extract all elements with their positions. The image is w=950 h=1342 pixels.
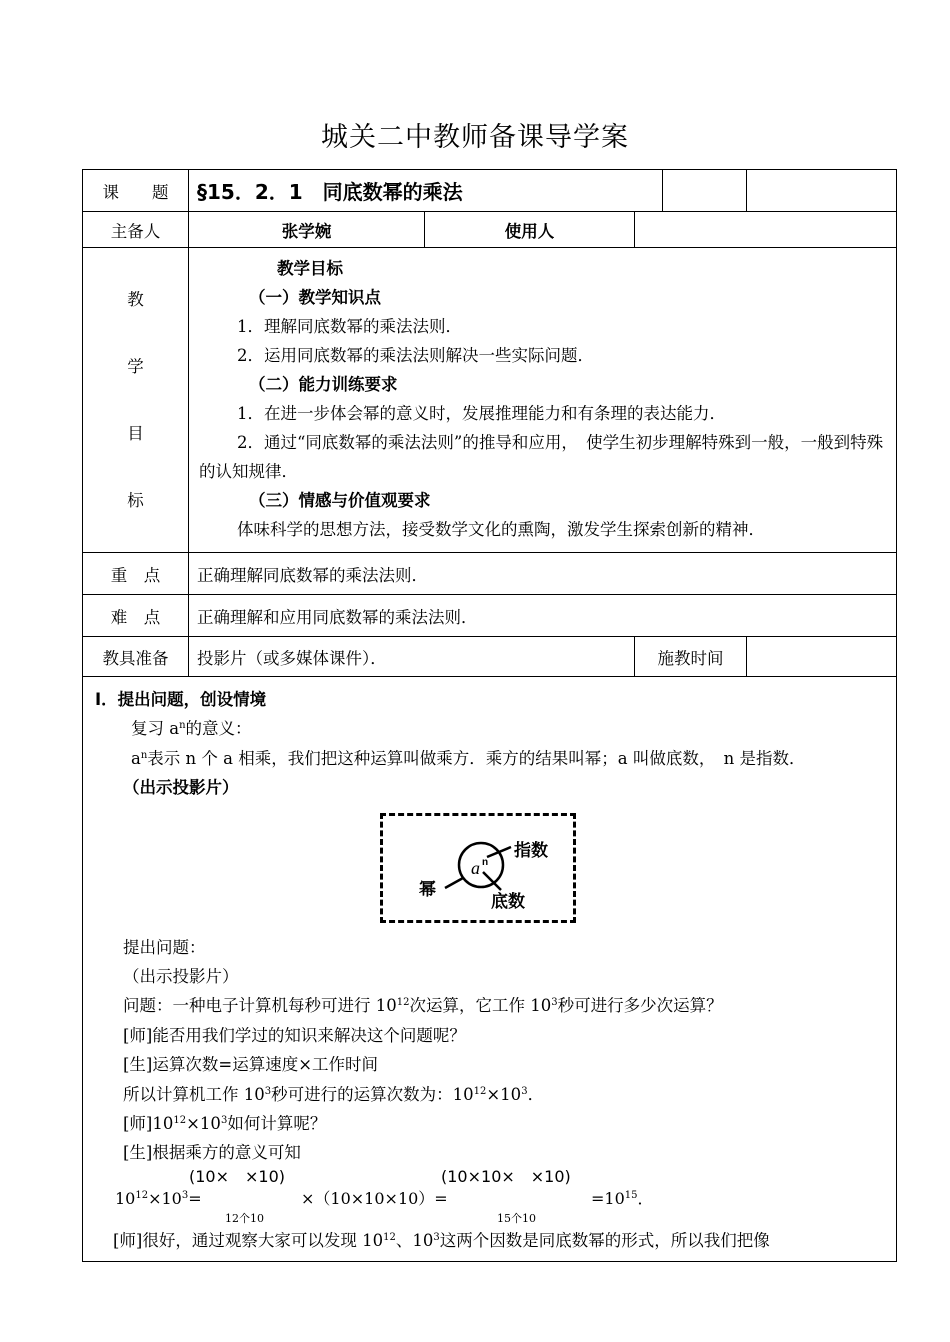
goals-label-char: 教 [127, 290, 144, 309]
superscript: 15 [624, 1189, 638, 1201]
topic-blank-1 [663, 170, 747, 212]
preparer-row [83, 212, 897, 248]
text: 秒可进行多少次运算？ [557, 996, 723, 1016]
goals-item: 1．在进一步体会幂的意义时，发展推理能力和有条理的表达能力． [237, 404, 726, 423]
text: ． [637, 1188, 654, 1208]
text: ． [527, 1084, 545, 1104]
goals-label-char: 目 [127, 424, 144, 443]
text: 的意义： [185, 719, 252, 739]
diagram-base-label: 底数 [491, 891, 525, 912]
key-point-label: 重 点 [83, 553, 189, 595]
formula-group-2: (10×10× ×10) [441, 1166, 571, 1186]
key-point-text: 正确理解同底数幂的乘法法则． [189, 553, 897, 595]
review-line [95, 714, 886, 743]
goals-section-3: （三）情感与价值观要求 [249, 491, 431, 510]
text: 复习 a [131, 719, 180, 739]
text: 10 [115, 1188, 136, 1208]
page-title: 城关二中教师备课导学案 [321, 122, 629, 153]
diagram-power-label: 幂 [419, 879, 436, 900]
superscript: 12 [173, 1115, 187, 1127]
user-name [635, 212, 897, 248]
power-diagram-svg [383, 816, 573, 920]
superscript: 12 [396, 997, 410, 1009]
text: = [188, 1188, 202, 1208]
text: a [131, 748, 141, 768]
superscript: 3 [220, 1115, 228, 1127]
superscript: 3 [521, 1085, 528, 1097]
superscript: 3 [181, 1189, 189, 1201]
teacher-line-1: [师]能否用我们学过的知识来解决这个问题呢？ [123, 1025, 466, 1045]
topic-row [83, 170, 897, 212]
teacher-line-2 [95, 1109, 886, 1138]
so-line [95, 1080, 886, 1109]
diagram-exp-label: 指数 [514, 840, 548, 861]
text: 表示 n 个 a 相乘，我们把这种运算叫做乘方．乘方的结果叫幂；a 叫做底数， n 是指数． [147, 748, 806, 768]
section-title: Ⅰ．提出问题，创设情境 [95, 690, 267, 709]
goals-row [83, 248, 897, 553]
superscript: 12 [473, 1085, 487, 1097]
text: 问题：一种电子计算机每秒可进行 10 [123, 996, 397, 1016]
definition-line [95, 744, 886, 773]
text: 秒可进行的运算次数为：10 [271, 1084, 474, 1104]
time-label: 施教时间 [635, 637, 747, 677]
superscript: 3 [551, 997, 558, 1009]
formula-rhs [591, 1184, 654, 1213]
tools-text: 投影片（或多媒体课件）． [189, 637, 635, 677]
goals-side-label [83, 248, 189, 553]
text: 次运算，它工作 10 [409, 996, 552, 1016]
text: =10 [591, 1188, 625, 1208]
topic-blank-2 [747, 170, 897, 212]
topic-value: §15．2．1 同底数幂的乘法 [189, 170, 663, 212]
formula-group-1: (10× ×10) [189, 1166, 286, 1186]
goals-content [189, 248, 897, 553]
formula-times: ×（10×10×10）= [301, 1188, 448, 1208]
superscript: 3 [264, 1085, 272, 1097]
superscript: 3 [433, 1231, 440, 1243]
show-projection-1: （出示投影片） [123, 778, 239, 798]
ask-question: 提出问题： [123, 937, 206, 957]
tools-label: 教具准备 [83, 637, 189, 677]
text: 这两个因数是同底数幂的形式，所以我们把像 [439, 1230, 770, 1250]
multiplication-formula [115, 1168, 886, 1226]
lesson-content [83, 677, 897, 1262]
formula-under-1: 12个10 [225, 1211, 264, 1225]
goals-section-2: （二）能力训练要求 [249, 375, 398, 394]
text: ×10 [486, 1084, 522, 1104]
key-point-row [83, 553, 897, 595]
goals-item: 2．通过“同底数幂的乘法法则”的推导和应用， 使学生初步理解特殊到一般，一般到特殊的认知规律． [199, 433, 884, 481]
text: [师]10 [123, 1114, 174, 1134]
superscript: n [140, 749, 148, 761]
tools-row [83, 637, 897, 677]
question-line [95, 991, 886, 1020]
difficulty-row [83, 595, 897, 637]
text: 、10 [395, 1230, 434, 1250]
preparer-name: 张学婉 [189, 212, 425, 248]
goals-section-1: （一）教学知识点 [249, 288, 381, 307]
topic-label: 课 题 [83, 170, 189, 212]
text: ×10 [148, 1188, 182, 1208]
superscript: n [179, 720, 186, 732]
goals-item: 1．理解同底数幂的乘法法则． [237, 317, 462, 336]
goals-label-char: 学 [127, 357, 144, 376]
show-projection-2: （出示投影片） [123, 967, 239, 987]
student-line-2: [生]根据乘方的意义可知 [123, 1143, 301, 1163]
superscript: 12 [383, 1231, 396, 1243]
content-row [83, 677, 897, 1262]
student-line-1: [生]运算次数=运算速度×工作时间 [123, 1055, 379, 1075]
text: [师]很好，通过观察大家可以发现 10 [113, 1230, 384, 1250]
diagram-base: a [471, 857, 480, 878]
lesson-plan-table [82, 169, 897, 1262]
preparer-label: 主备人 [83, 212, 189, 248]
goals-item: 体味科学的思想方法，接受数学文化的熏陶，激发学生探索创新的精神． [237, 520, 765, 539]
formula-under-2: 15个10 [497, 1211, 536, 1225]
diagram-exponent: n [482, 856, 489, 868]
superscript: 12 [135, 1189, 149, 1201]
text: 如何计算呢？ [227, 1114, 327, 1134]
text: 所以计算机工作 10 [123, 1084, 265, 1104]
teacher-line-3 [95, 1226, 886, 1255]
power-diagram [380, 813, 576, 923]
user-label: 使用人 [425, 212, 635, 248]
time-value [747, 637, 897, 677]
goals-label-char: 标 [127, 491, 144, 510]
text: ×10 [186, 1114, 221, 1134]
difficulty-text: 正确理解和应用同底数幂的乘法法则． [189, 595, 897, 637]
difficulty-label: 难 点 [83, 595, 189, 637]
goals-heading: 教学目标 [277, 259, 343, 278]
goals-item: 2．运用同底数幂的乘法法则解决一些实际问题． [237, 346, 594, 365]
